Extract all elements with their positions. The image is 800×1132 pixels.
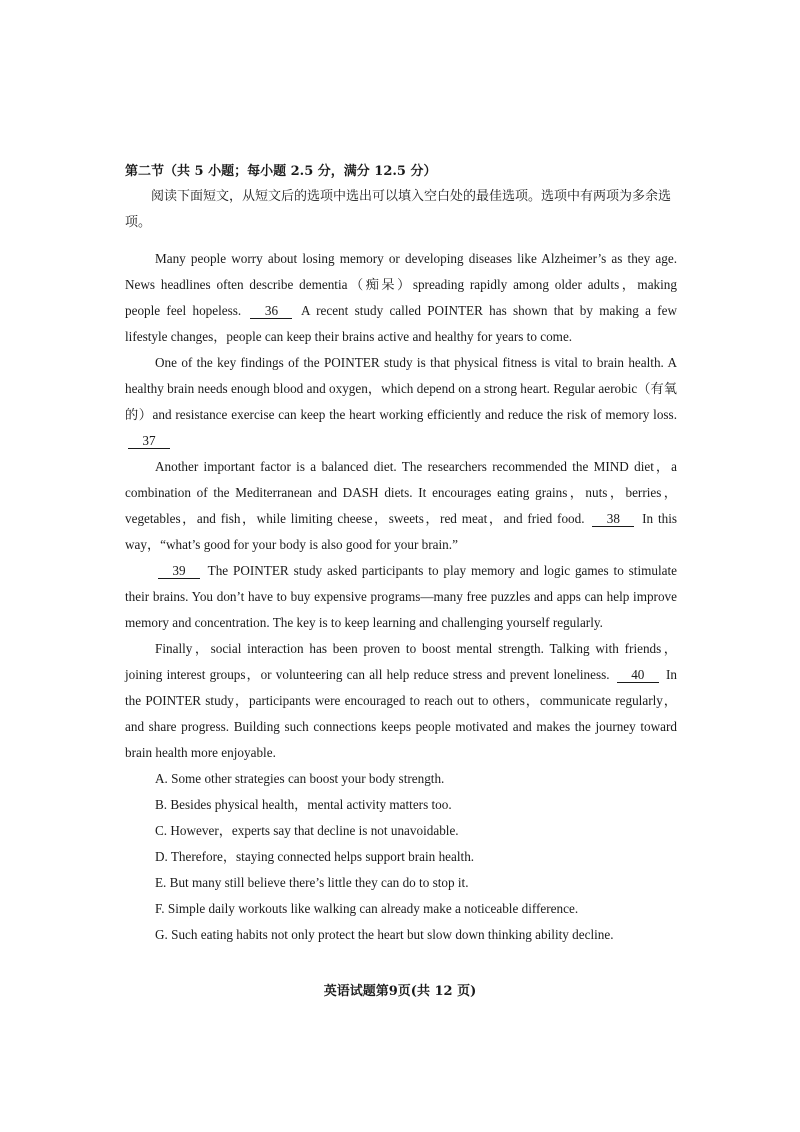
paragraph-text: Finally，social interaction has been proven to boost mental strength. Talking with friends，joining interest groups，or volunteering can all help reduce stress and prevent loneliness.	[125, 641, 677, 682]
option-e[interactable]: E. But many still believe there’s little they can do to stop it.	[155, 875, 469, 890]
option-c[interactable]: C. However，experts say that decline is not unavoidable.	[155, 823, 459, 838]
blank-39[interactable]: 39	[158, 563, 200, 579]
option-g[interactable]: G. Such eating habits not only protect the heart but slow down thinking ability decline.	[155, 927, 614, 942]
option-f[interactable]: F. Simple daily workouts like walking can already make a noticeable difference.	[155, 901, 579, 916]
blank-38[interactable]: 38	[592, 511, 634, 527]
paragraph-text: Another important factor is a balanced diet. The researchers recommended the MIND diet，a combination of the Mediterranean and DASH diets. It encourages eating grains，nuts，berries，vegetables，and fish，while limiting cheese，sweets，red meat，and fried food.	[125, 459, 677, 526]
paragraph-text: One of the key findings of the POINTER study is that physical fitness is vital to brain health. A healthy brain needs enough blood and oxygen，which depend on a strong heart. Regular aerobic（有氧的）and resistance exercise can keep the heart working efficiently and reduce the risk of memory loss.	[125, 355, 677, 422]
paragraph-text: In the POINTER study，participants were encouraged to reach out to others，communicate regularly，and share progress. Building such connections keeps people motivated and makes the journey toward brain health more enjoyable.	[125, 667, 678, 760]
blank-36[interactable]: 36	[250, 303, 292, 319]
option-d[interactable]: D. Therefore，staying connected helps support brain health.	[155, 849, 475, 864]
passage-paragraph-1	[125, 246, 677, 350]
section-instruction: 阅读下面短文，从短文后的选项中选出可以填入空白处的最佳选项。选项中有两项为多余选项。	[125, 189, 672, 230]
exam-page	[125, 160, 677, 948]
section-heading	[125, 160, 677, 184]
option-a[interactable]: A. Some other strategies can boost your body strength.	[155, 771, 445, 786]
section-subtitle: （共 5 小题；每小题 2.5 分，满分 12.5 分）	[164, 164, 437, 179]
passage-paragraph-3	[125, 454, 677, 558]
section-title: 第二节	[125, 164, 165, 179]
paragraph-text: Many people worry about losing memory or developing diseases like Alzheimer’s as they age. News headlines often describe dementia（痴呆）spreading rapidly among older adults，making people feel hopeless.	[125, 251, 677, 318]
page-footer: 英语试题第9页(共 12 页)	[323, 984, 477, 999]
passage-paragraph-2	[125, 350, 677, 454]
answer-options	[125, 766, 677, 948]
paragraph-text: In this way，“what’s good for your body is also good for your brain.”	[125, 511, 677, 552]
blank-37[interactable]: 37	[128, 433, 170, 449]
paragraph-text: A recent study called POINTER has shown that by making a few lifestyle changes，people can keep their brains active and healthy for years to come.	[125, 303, 677, 344]
passage-paragraph-5	[125, 636, 677, 766]
option-b[interactable]: B. Besides physical health，mental activity matters too.	[155, 797, 452, 812]
blank-40[interactable]: 40	[617, 667, 659, 683]
passage-paragraph-4	[125, 558, 677, 636]
paragraph-text: The POINTER study asked participants to play memory and logic games to stimulate their brains. You don’t have to buy expensive programs—many free puzzles and apps can help improve memory and concentration. The key is to keep learning and challenging yourself regularly.	[125, 563, 678, 630]
